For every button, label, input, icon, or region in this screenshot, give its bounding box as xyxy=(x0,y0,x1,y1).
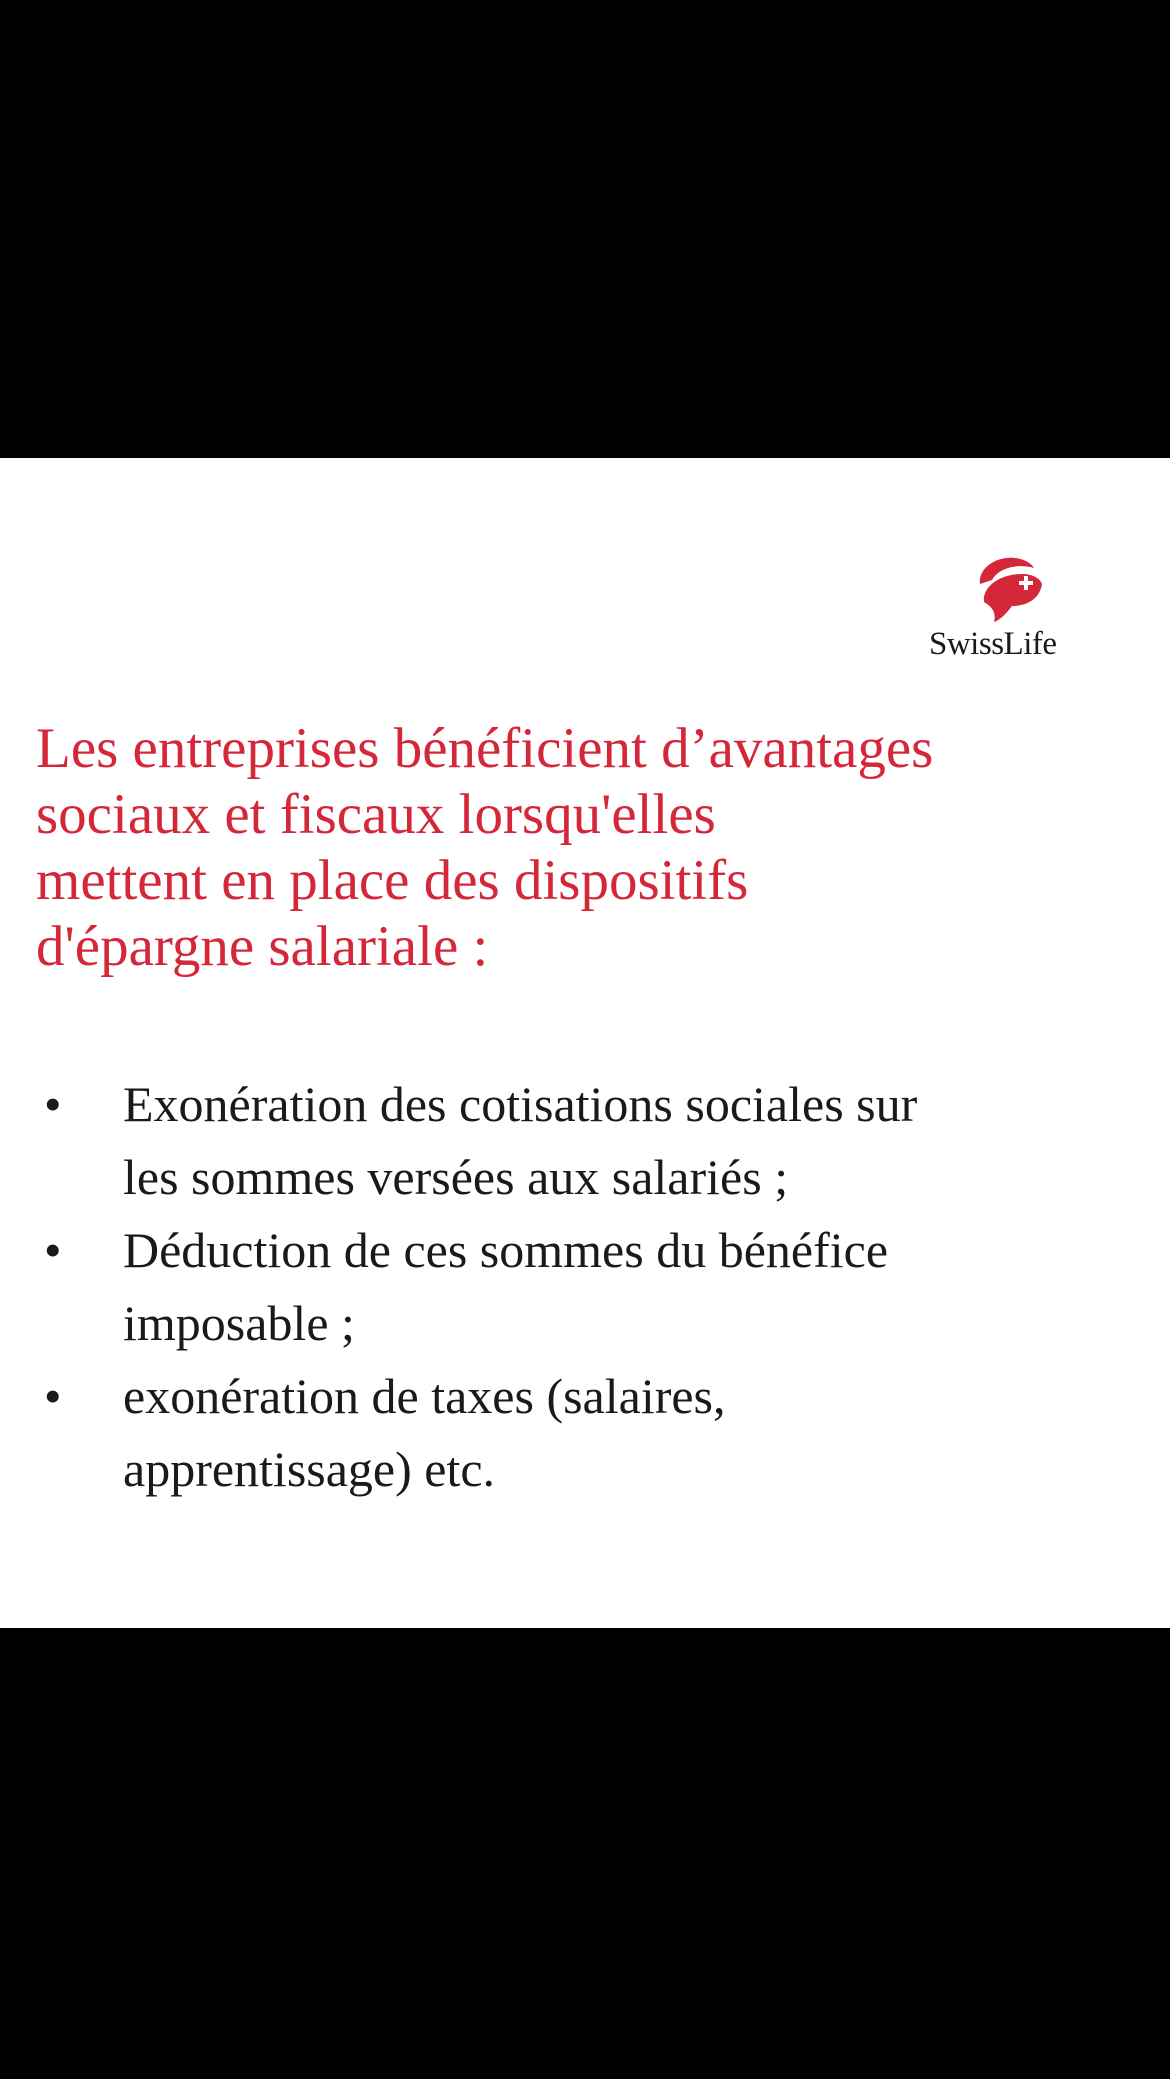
headline-line: Les entreprises bénéficient d’avantages xyxy=(36,717,934,780)
bullet-text-line: apprentissage) etc. xyxy=(123,1441,496,1497)
swisslife-flag-icon xyxy=(970,554,1050,624)
bottom-letterbox xyxy=(0,1628,1170,2079)
bullet-text-line: les sommes versées aux salariés ; xyxy=(123,1149,789,1205)
bullet-marker: • xyxy=(44,1368,62,1424)
bullet-text-line: imposable ; xyxy=(123,1295,355,1351)
swisslife-logo xyxy=(925,554,1085,664)
bullet-item xyxy=(0,1068,1170,1214)
bullet-marker: • xyxy=(44,1222,62,1278)
headline xyxy=(36,716,1146,980)
headline-line: d'épargne salariale : xyxy=(36,915,489,978)
bullet-text-line: exonération de taxes (salaires, xyxy=(123,1368,726,1424)
headline-line: mettent en place des dispositifs xyxy=(36,849,749,912)
bullet-text-line: Déduction de ces sommes du bénéfice xyxy=(123,1222,889,1278)
bullet-item xyxy=(0,1214,1170,1360)
bullet-text-line: Exonération des cotisations sociales sur xyxy=(123,1076,918,1132)
headline-line: sociaux et fiscaux lorsqu'elles xyxy=(36,783,716,846)
slide xyxy=(0,458,1170,1628)
bullet-item xyxy=(0,1360,1170,1506)
bullet-list xyxy=(0,1068,1170,1506)
logo-text: SwissLife xyxy=(929,626,1057,662)
top-letterbox xyxy=(0,0,1170,458)
bullet-marker: • xyxy=(44,1076,62,1132)
